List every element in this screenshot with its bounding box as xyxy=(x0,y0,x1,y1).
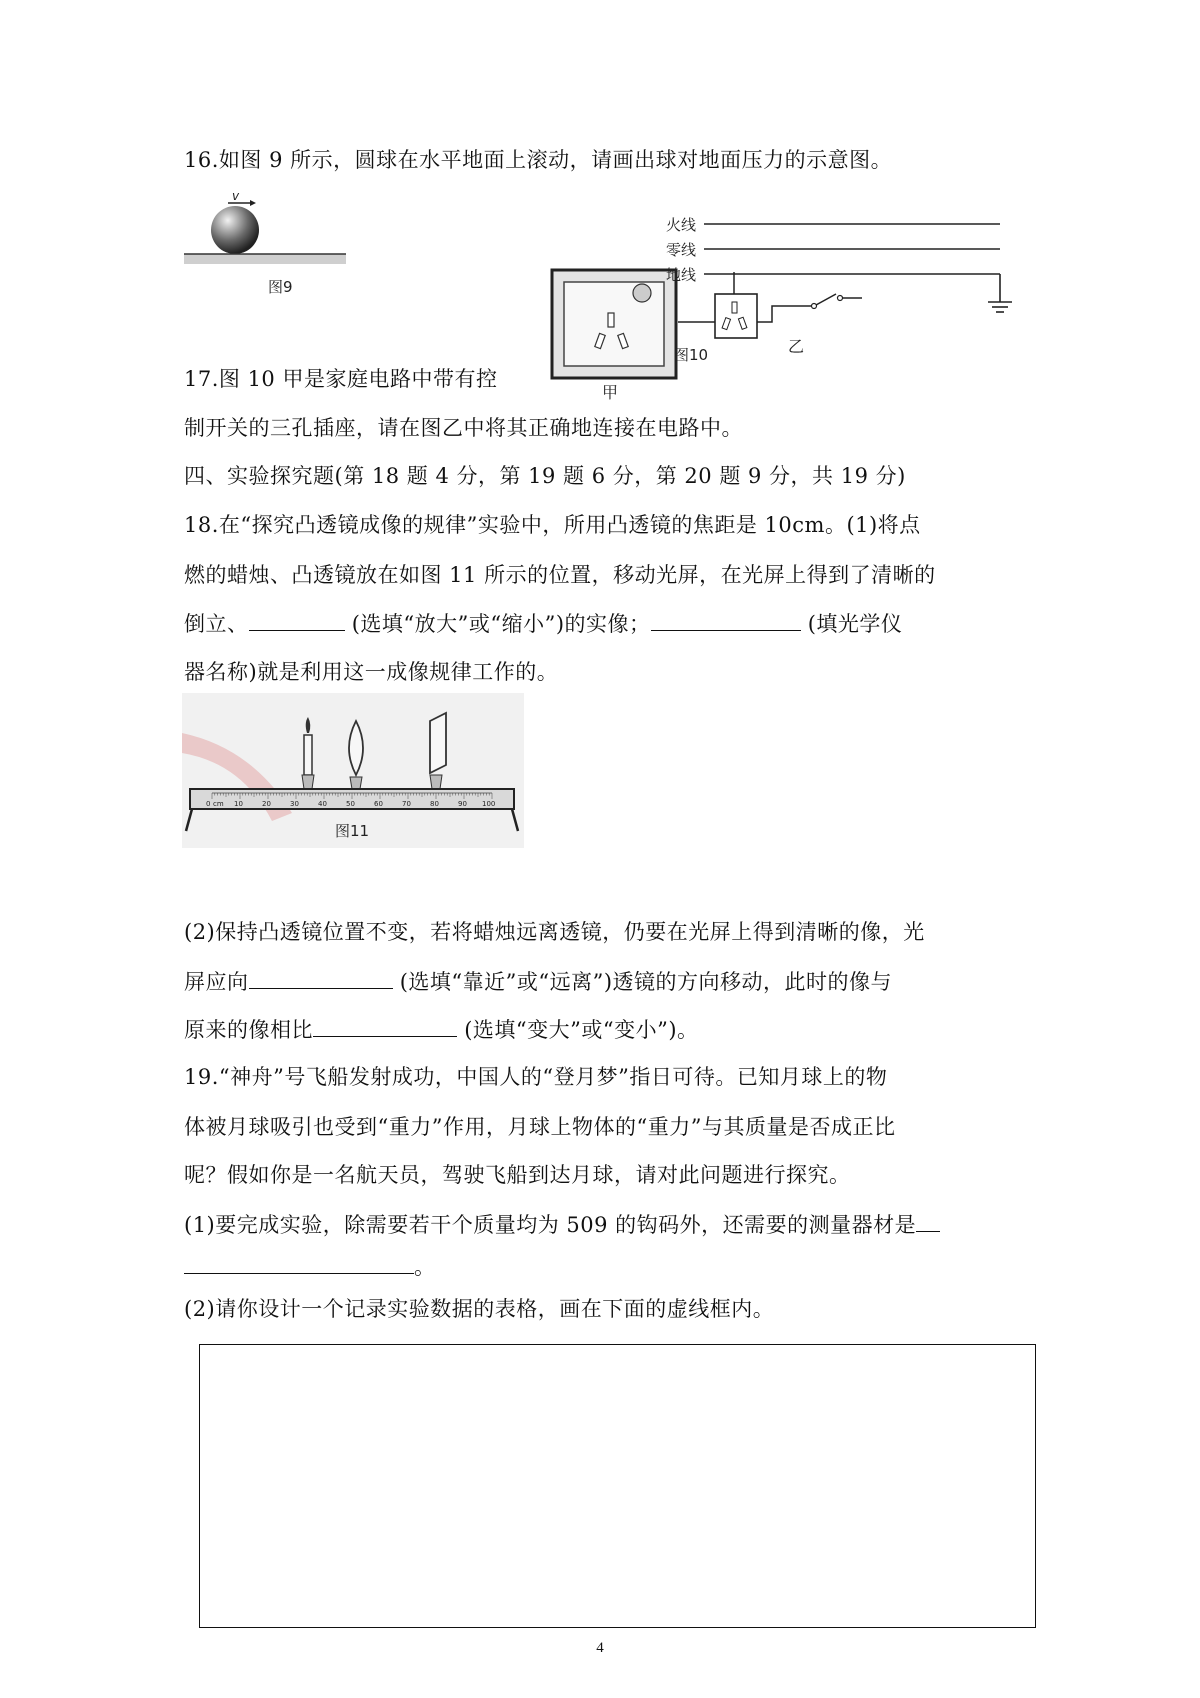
q18-p2-line-2 xyxy=(184,966,892,997)
ball xyxy=(211,206,259,254)
q19-line-3: 呢？假如你是一名航天员，驾驶飞船到达月球，请对此问题进行探究。 xyxy=(184,1163,851,1187)
label-live-wire: 火线 xyxy=(666,216,697,234)
figure-11-caption: 图11 xyxy=(335,822,370,840)
blank-image-type[interactable] xyxy=(249,608,345,631)
q18-line-3-c: (填光学仪 xyxy=(807,612,903,636)
figure-9 xyxy=(180,188,352,306)
label-neutral-wire: 零线 xyxy=(666,241,697,259)
figure-11 xyxy=(182,693,524,848)
q18-p2-line-2-a: 屏应向 xyxy=(184,970,249,994)
socket-yi xyxy=(678,272,812,338)
figure-10 xyxy=(542,202,1012,402)
blank-image-size[interactable] xyxy=(313,1014,457,1037)
velocity-label: v xyxy=(232,189,240,203)
ruler-label-cm: cm xyxy=(213,800,224,808)
q18-p2-line-2-b: (选填“靠近”或“远离”)透镜的方向移动，此时的像与 xyxy=(399,970,893,994)
q16-text: 16.如图 9 所示，圆球在水平地面上滚动，请画出球对地面压力的示意图。 xyxy=(184,148,893,172)
q18-p2-line-3-b: (选填“变大”或“变小”)。 xyxy=(464,1018,699,1042)
q19-p1-line-1 xyxy=(184,1209,940,1240)
earth-symbol xyxy=(988,274,1012,312)
ground xyxy=(184,254,346,264)
label-jia: 甲 xyxy=(602,383,619,402)
section-4-title: 四、实验探究题(第 18 题 4 分，第 19 题 6 分，第 20 题 9 分，共 19 分) xyxy=(184,464,906,488)
q18-p2-line-1: (2)保持凸透镜位置不变，若将蜡烛远离透镜，仍要在光屏上得到清晰的像，光 xyxy=(184,920,925,944)
q19-p1-line-2 xyxy=(184,1251,436,1282)
q18-line-3-a: 倒立、 xyxy=(184,612,249,636)
ruler-label-20: 20 xyxy=(262,800,271,808)
figure-9-caption: 图9 xyxy=(268,278,293,296)
label-ground-wire: 地线 xyxy=(666,266,697,284)
q17-line-2: 制开关的三孔插座，请在图乙中将其正确地连接在电路中。 xyxy=(184,416,743,440)
q18-line-4: 器名称)就是利用这一成像规律工作的。 xyxy=(184,660,559,684)
q18-p2-line-3 xyxy=(184,1014,699,1045)
switch-yi xyxy=(812,294,863,309)
q19-p1-period: 。 xyxy=(414,1255,436,1279)
ruler-label-50: 50 xyxy=(346,800,355,808)
q18-p2-line-3-a: 原来的像相比 xyxy=(184,1018,313,1042)
page-number: 4 xyxy=(596,1640,604,1656)
q19-line-2: 体被月球吸引也受到“重力”作用，月球上物体的“重力”与其质量是否成正比 xyxy=(184,1115,896,1139)
blank-screen-direction[interactable] xyxy=(249,966,393,989)
switch-button xyxy=(633,284,651,302)
ruler-label-90: 90 xyxy=(458,800,467,808)
blank-instrument-start[interactable] xyxy=(916,1209,940,1232)
q18-line-3 xyxy=(184,608,902,639)
figure-10-caption-visible: 图10 xyxy=(674,346,709,364)
convex-lens xyxy=(349,721,363,789)
ruler-label-60: 60 xyxy=(374,800,383,808)
ruler-label-40: 40 xyxy=(318,800,327,808)
q18-line-1: 18.在“探究凸透镜成像的规律”实验中，所用凸透镜的焦距是 10cm。(1)将点 xyxy=(184,513,921,537)
q19-p1-text: (1)要完成实验，除需要若干个质量均为 509 的钩码外，还需要的测量器材是 xyxy=(184,1213,917,1237)
ruler-label-100: 100 xyxy=(482,800,496,808)
socket-jia xyxy=(552,270,676,378)
ruler-label-10: 10 xyxy=(234,800,243,808)
blank-instrument-continued[interactable] xyxy=(184,1251,414,1274)
ruler-label-30: 30 xyxy=(290,800,299,808)
q19-p2-line-1: (2)请你设计一个记录实验数据的表格，画在下面的虚线框内。 xyxy=(184,1297,775,1321)
ruler-label-70: 70 xyxy=(402,800,411,808)
q17-line-1: 17.图 10 甲是家庭电路中带有控 xyxy=(184,367,498,391)
ruler-label-80: 80 xyxy=(430,800,439,808)
ruler-label-0: 0 xyxy=(206,800,211,808)
blank-instrument[interactable] xyxy=(651,608,801,631)
q19-line-1: 19.“神舟”号飞船发射成功，中国人的“登月梦”指日可待。已知月球上的物 xyxy=(184,1065,888,1089)
q18-line-2: 燃的蜡烛、凸透镜放在如图 11 所示的位置，移动光屏，在光屏上得到了清晰的 xyxy=(184,563,936,587)
label-yi: 乙 xyxy=(788,337,805,356)
answer-box[interactable] xyxy=(199,1344,1036,1628)
q18-line-3-b: (选填“放大”或“缩小”)的实像； xyxy=(351,612,651,636)
